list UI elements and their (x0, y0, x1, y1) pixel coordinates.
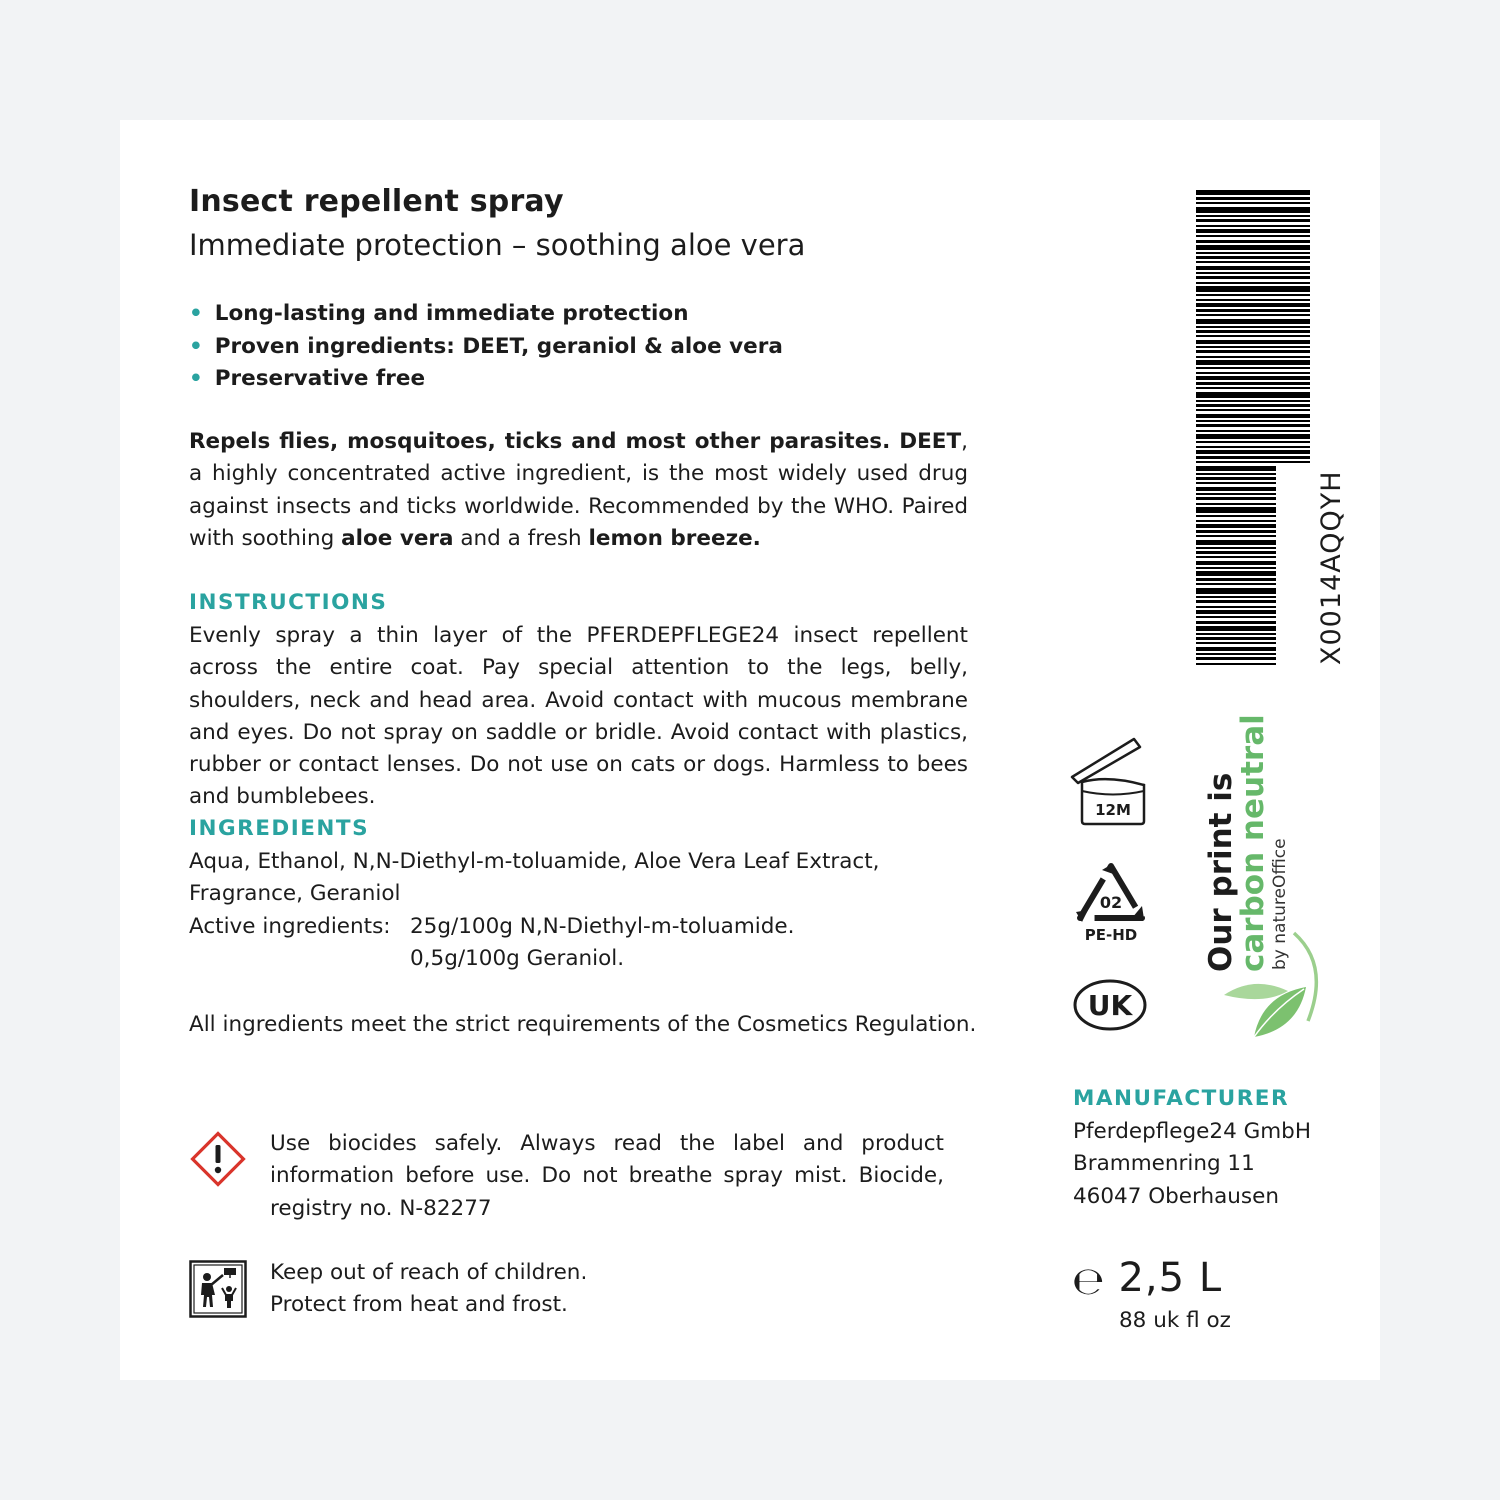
barcode-bar (1196, 360, 1310, 365)
barcode-bar (1196, 487, 1276, 491)
manufacturer-street: Brammenring 11 (1073, 1151, 1255, 1177)
barcode-bar (1196, 372, 1310, 374)
barcode-bar (1196, 571, 1276, 576)
ingredients-heading: INGREDIENTS (189, 816, 370, 841)
volume-value: 2,5 L (1118, 1255, 1223, 1301)
children-warning-text: Keep out of reach of children. Protect from heat and frost. (270, 1260, 588, 1318)
barcode-bar (1196, 356, 1310, 358)
barcode-bar (1196, 215, 1310, 217)
barcode-bar (1196, 326, 1310, 328)
barcode-bar (1196, 450, 1310, 454)
barcode-bar (1196, 456, 1310, 459)
product-label (120, 120, 1380, 1380)
barcode-bar (1196, 319, 1310, 324)
barcode-bar (1196, 588, 1276, 594)
barcode-bar (1196, 219, 1310, 222)
barcode-bar (1196, 600, 1276, 603)
recycle-number: 02 (1099, 893, 1123, 912)
barcode-bar (1196, 441, 1310, 443)
barcode-bar (1196, 376, 1310, 380)
barcode-bar (1196, 497, 1276, 500)
barcode-bar (1196, 621, 1276, 624)
barcode-bar (1196, 350, 1310, 353)
barcode-bar (1196, 229, 1310, 233)
barcode-bar (1196, 561, 1276, 565)
bullet-dot-icon: • (189, 366, 203, 391)
pao-label: 12M (1095, 801, 1131, 819)
barcode-bar (1196, 202, 1310, 204)
barcode-bar (1196, 387, 1310, 389)
barcode-bar (1196, 392, 1310, 398)
barcode-bar (1196, 616, 1276, 618)
keep-away-children-icon (189, 1260, 247, 1322)
barcode-bar (1196, 340, 1310, 344)
barcode-bar (1196, 482, 1276, 484)
barcode-bar (1196, 240, 1310, 243)
barcode-bar (1196, 382, 1310, 385)
barcode-bar (1196, 286, 1310, 292)
barcode-bar (1196, 610, 1276, 614)
barcode-bar (1196, 530, 1276, 533)
feature-list (189, 298, 783, 396)
barcode-bar (1196, 606, 1276, 608)
barcode-bar (1196, 520, 1276, 522)
barcode-bar (1196, 551, 1276, 554)
barcode-bar (1196, 503, 1276, 505)
barcode-bar (1196, 409, 1310, 411)
carbon-line-2: carbon neutral (1235, 714, 1271, 972)
barcode-bar (1196, 663, 1276, 665)
instructions-text: Evenly spray a thin layer of the PFERDEPFLEGE24 insect repellent across the entire coat. Pay special attention to the legs, belly, shoulders, neck and head area. Avoid contact with mucous membrane and eyes. Do not spray on saddle or bridle. Avoid contact with plastics, rubber or contact lenses. Do not use on cats or dogs. Harmless to bees and bumblebees. (189, 623, 968, 810)
barcode-bar (1196, 235, 1310, 237)
barcode-bar (1196, 314, 1310, 316)
bullet-dot-icon: • (189, 333, 203, 359)
barcode-bar (1196, 430, 1310, 432)
feature-item: • Proven ingredients: DEET, geraniol & aloe vera (189, 333, 783, 359)
barcode-bar (1196, 477, 1276, 480)
barcode-bar (1196, 466, 1276, 471)
barcode-bar (1196, 252, 1310, 254)
barcode-bar (1196, 346, 1310, 348)
barcode-bar (1196, 547, 1276, 549)
barcode-bar (1196, 461, 1310, 463)
barcode-bar (1196, 424, 1310, 427)
barcode-bar (1196, 657, 1276, 660)
barcode-bar (1196, 225, 1310, 227)
barcode-bar (1196, 404, 1310, 407)
hazard-warning-icon (189, 1130, 247, 1192)
carbon-line-1: Our print is (1203, 772, 1239, 972)
volume-uk: 88 uk fl oz (1119, 1308, 1231, 1333)
volume (1072, 1255, 1222, 1301)
barcode-bar (1196, 207, 1310, 213)
recycle-label: PE-HD (1084, 926, 1138, 944)
cosmetics-regulation-note: All ingredients meet the strict requirements of the Cosmetics Regulation. (189, 1012, 977, 1037)
barcode-bar (1196, 633, 1276, 635)
barcode-bar (1196, 535, 1276, 537)
manufacturer-heading: MANUFACTURER (1073, 1086, 1290, 1111)
barcode-bar (1196, 299, 1310, 301)
barcode-bar (1196, 190, 1310, 195)
barcode-bar (1196, 473, 1276, 475)
barcode-bar (1196, 420, 1310, 422)
manufacturer-city: 46047 Oberhausen (1073, 1183, 1279, 1209)
barcode-bar (1196, 245, 1310, 250)
barcode-bar (1196, 414, 1310, 418)
barcode-bar (1196, 335, 1310, 337)
barcode-bar (1196, 294, 1310, 296)
barcode-bar (1196, 653, 1276, 655)
ingredients-text: Aqua, Ethanol, N,N-Diethyl-m-toluamide, Aloe Vera Leaf Extract, Fragrance, Geraniol Active ingredients: 25g/100g N,N-Diethyl-m-toluamide. 0,5g/100g Geraniol. (189, 849, 880, 971)
description-paragraph: Repels flies, mosquitoes, ticks and most other parasites. DEET, a highly concentrated active ingredient, is the most widely used drug against insects and ticks worldwide. Recommended by the WHO. Paired with soothing aloe vera and a fresh lemon breeze. (189, 429, 968, 551)
barcode-bar (1196, 493, 1276, 495)
barcode-bar (1196, 578, 1276, 581)
barcode-bar (1196, 256, 1310, 259)
barcode-bar (1196, 330, 1310, 333)
leaf-icon (1224, 925, 1328, 1047)
barcode-bar (1196, 282, 1310, 284)
barcode-bar (1196, 583, 1276, 585)
instructions-heading: INSTRUCTIONS (189, 590, 388, 615)
uk-mark-icon (1072, 978, 1148, 1036)
barcode (1196, 190, 1314, 674)
barcode-bar (1196, 507, 1276, 513)
feature-item: • Long-lasting and immediate protection (189, 301, 689, 326)
barcode-bar (1196, 266, 1310, 270)
carbon-line-3: by natureOffice (1270, 838, 1290, 970)
barcode-bar (1196, 303, 1310, 307)
barcode-bar (1196, 540, 1276, 545)
active-ingredients-label: Active ingredients: (189, 913, 391, 939)
manufacturer-address (1073, 1116, 1311, 1213)
barcode-bar (1196, 647, 1276, 651)
product-subtitle: Immediate protection – soothing aloe vera (189, 228, 806, 262)
barcode-bar (1196, 524, 1276, 528)
estimated-sign-icon: ℮ (1072, 1259, 1105, 1303)
manufacturer-name: Pferdepflege24 GmbH (1073, 1119, 1312, 1144)
barcode-bar (1196, 272, 1310, 274)
barcode-bar (1196, 515, 1276, 517)
barcode-bar (1196, 642, 1276, 644)
product-title: Insect repellent spray (189, 184, 564, 219)
barcode-bar (1196, 637, 1276, 640)
barcode-bar (1196, 400, 1310, 402)
barcode-bar (1196, 596, 1276, 598)
barcode-bar (1196, 556, 1276, 558)
barcode-bar (1196, 434, 1310, 439)
feature-item: • Preservative free (189, 366, 426, 391)
bullet-dot-icon: • (189, 301, 203, 326)
uk-mark-label: UK (1087, 989, 1133, 1022)
barcode-code: X0014AQQYH (1316, 470, 1347, 665)
barcode-bar (1196, 309, 1310, 312)
recycling-icon (1072, 862, 1150, 948)
barcode-bar (1196, 276, 1310, 279)
barcode-bar (1196, 197, 1310, 200)
biocide-warning-text: Use biocides safely. Always read the label and product information before use. Do not breathe spray mist. Biocide, registry no. N-82277 (270, 1131, 944, 1221)
barcode-bar (1196, 446, 1310, 448)
barcode-bar (1196, 367, 1310, 369)
barcode-bar (1196, 567, 1276, 569)
period-after-opening-icon (1068, 735, 1150, 831)
barcode-bar (1196, 261, 1310, 263)
barcode-bar (1196, 626, 1276, 631)
